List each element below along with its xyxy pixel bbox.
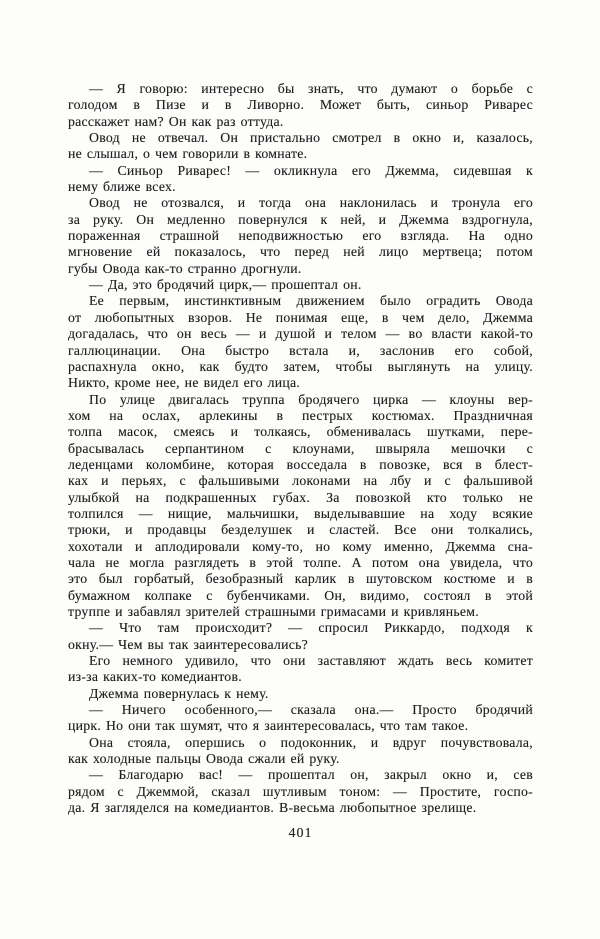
text-line: По улице двигалась труппа бродячего цирка — клоуны вер- [89, 391, 533, 407]
text-line: это был горбатый, безобразный карлик в шутовском костюме и в [68, 571, 533, 587]
text-line: окну.— Чем вы так заинтересовались? [68, 636, 308, 652]
text-line: от любопытных взоров. Не понимая еще, в чем дело, Джемма [68, 309, 533, 325]
text-line: не слышал, о чем говорили в комнате. [68, 146, 308, 162]
text-line: Она стояла, опершись о подоконник, и вдруг почувствовала, [89, 734, 533, 750]
text-line: распахнула окно, как будто затем, чтобы выглянуть на улицу. [68, 358, 533, 374]
text-line: — Ничего особенного,— сказала она.— Просто бродячий [89, 702, 533, 718]
text-line: Овод не отозвался, и тогда она наклонилась и тронула его [89, 195, 533, 211]
text-line: труппе и забавлял зрителей страшными гримасами и кривляньем. [68, 604, 479, 619]
text-line: Овод не отвечал. Он пристально смотрел в окно и, казалось, [89, 130, 533, 146]
text-line: Джемма повернулась к нему. [89, 685, 269, 701]
text-line: как холодные пальцы Овода сжали ей руку. [68, 751, 340, 767]
text-line: леденцами коломбине, которая восседала в повозке, вся в блест- [68, 456, 533, 472]
text-line: бумажном колпаке с бубенчиками. Он, видимо, состоял в этой [68, 587, 533, 603]
text-line: пораженная страшной неподвижностью его взгляда. На одно [68, 228, 533, 244]
text-line: из-за каких-то комедиантов. [68, 669, 242, 685]
text-line: чала не могла разглядеть в этой толпе. А потом она увидела, что [68, 554, 533, 570]
text-line: губы Овода как-то странно дрогнули. [68, 260, 302, 276]
text-line: голодом в Пизе и в Ливорно. Может быть, синьор Риварес [68, 97, 533, 113]
text-line: нему ближе всех. [68, 179, 176, 195]
text-line: — Синьор Риварес! — окликнула его Джемма, сидевшая к [89, 162, 533, 178]
text-line: галлюцинации. Она быстро встала и, заслонив его собой, [68, 342, 533, 358]
text-line: Его немного удивило, что они заставляют ждать весь комитет [89, 653, 533, 669]
text-line: расскажет нам? Он как раз оттуда. [68, 113, 284, 129]
text-line: за руку. Он медленно повернулся к ней, и Джемма вздрогнула, [68, 211, 533, 227]
text-block [68, 81, 533, 816]
text-line: догадалась, что он весь — и душой и телом — во власти какой-то [68, 326, 533, 342]
page-number: 401 [288, 826, 313, 841]
text-line: рядом с Джеммой, сказал шутливым тоном: — Простите, госпо- [68, 783, 533, 799]
text-line: брасывалась серпантином с клоунами, швыряла мешочки с [68, 440, 533, 456]
text-line: мгновение ей показалось, что перед ней лицо мертвеца; потом [68, 244, 533, 260]
text-line: улыбкой на подкрашенных губах. За повозкой кто только не [68, 489, 533, 505]
text-line: Ее первым, инстинктивным движением было оградить Овода [89, 293, 533, 309]
text-line: ках и перьях, с фальшивыми локонами на лбу и с фальшивой [68, 473, 533, 489]
text-line: толпился — нищие, мальчишки, выделывавшие на ходу всякие [68, 505, 533, 521]
text-line: — Да, это бродячий цирк,— прошептал он. [89, 277, 362, 293]
text-line: — Я говорю: интересно бы знать, что думают о борьбе с [89, 81, 533, 96]
text-line: Никто, кроме нее, не видел его лица. [68, 375, 301, 391]
text-line: хом на ослах, арлекины в пестрых костюмах. Праздничная [68, 407, 533, 423]
text-line: цирк. Но они так шумят, что я заинтересовалась, что там такое. [68, 718, 469, 734]
text-line: толпа масок, смеясь и толкаясь, обменивалась шутками, пере- [68, 424, 533, 440]
text-line: — Благодарю вас! — прошептал он, закрыл окно и, сев [89, 767, 533, 783]
text-line: трюки, и продавцы безделушек и сластей. Все они толкались, [68, 522, 533, 538]
text-line: — Что там происходит? — спросил Риккардо, подходя к [89, 620, 533, 636]
text-line: да. Я загляделся на комедиантов. В-весьма любопытное зрелище. [68, 800, 477, 816]
text-line: хохотали и аплодировали кому-то, но кому именно, Джемма сна- [68, 538, 533, 554]
